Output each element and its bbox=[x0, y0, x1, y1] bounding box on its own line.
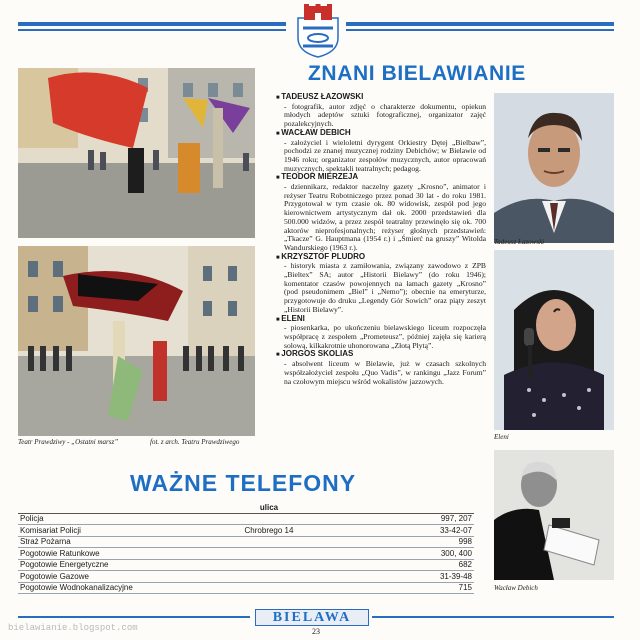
portrait-caption-lazowski: Tadeusz Łazowski bbox=[494, 238, 545, 246]
service-number: 300, 400 bbox=[346, 548, 474, 560]
footer-stripe-left bbox=[18, 616, 250, 618]
street-theatre-photo-bottom bbox=[18, 246, 255, 436]
service-name: Pogotowie Energetyczne bbox=[18, 559, 192, 571]
service-street bbox=[192, 536, 346, 548]
person-name: ■ WACŁAW DEBICH bbox=[276, 129, 486, 139]
table-row bbox=[18, 548, 474, 560]
photo-caption-left: Teatr Prawdziwy - „Ostatni marsz” bbox=[18, 438, 119, 446]
person-description: - fotografik, autor zdjęć o charakterze dokumentu, opiekun młodych adeptów sztuki fotograficznej, organizator zajęć pozalekcyjnych. bbox=[284, 101, 486, 129]
page-title: ZNANI BIELAWIANIE bbox=[308, 62, 526, 85]
coat-of-arms-icon bbox=[296, 4, 340, 58]
service-street: Chrobrego 14 bbox=[192, 525, 346, 537]
service-number: 998 bbox=[346, 536, 474, 548]
biographies-list bbox=[276, 93, 486, 386]
table-row bbox=[18, 525, 474, 537]
street-theatre-photo-top bbox=[18, 68, 255, 238]
service-name: Pogotowie Gazowe bbox=[18, 571, 192, 583]
phones-table bbox=[18, 502, 474, 594]
service-number: 997, 207 bbox=[346, 513, 474, 525]
service-name: Pogotowie Wodnokanalizacyjne bbox=[18, 582, 192, 594]
photo-caption-right: fot. z arch. Teatru Prawdziwego bbox=[150, 438, 240, 446]
portrait-caption-eleni: Eleni bbox=[494, 433, 509, 441]
table-row bbox=[18, 559, 474, 571]
table-row bbox=[18, 571, 474, 583]
header-stripe-right-thin bbox=[346, 29, 614, 31]
person-name: ■ TADEUSZ ŁAZOWSKI bbox=[276, 93, 486, 103]
person-description: - historyk miasta z zamiłowania, związany zawodowo z ZPB „Bieltex” SA; autor „Historii Bielawy” (do roku 1946); komentator czasów powojennych na łamach gazety „Krosno” (pod pseudonimem „Biel” i „Nemo”); obecnie na emeryturze, przygotowuje do druku „Legendy Gór Sowich” oraz piąty zeszyt „Historii Bielawy”. bbox=[284, 261, 486, 314]
service-street bbox=[192, 559, 346, 571]
phones-title: WAŻNE TELEFONY bbox=[130, 470, 357, 496]
person-description: - dziennikarz, redaktor naczelny gazety „Krosno”, animator i reżyser Teatru Robotniczego przez ponad 30 lat - do roku 1981. Przygotował w tym czasie ok. 80 widowisk, zespół pod jego kierownictwem artystycznym dał ok. 2000 przedstawień dla 500.000 widzów, a przez zespół teatralny przewinęło się ok. 700 aktorów nieprofesjonalnych; reżyser głośnych przedstawień: „Tkacze” G. Hauptmana (1954 r.) i „Śmierć na gruszy” Witolda Wandurskiego (1963 r.). bbox=[284, 182, 486, 252]
blog-watermark: bielawianie.blogspot.com bbox=[8, 623, 138, 633]
header-stripe-left-thin bbox=[18, 29, 286, 31]
service-number: 682 bbox=[346, 559, 474, 571]
service-street bbox=[192, 571, 346, 583]
footer-town-label: BIELAWA bbox=[255, 609, 369, 626]
service-street bbox=[192, 548, 346, 560]
table-row bbox=[18, 536, 474, 548]
person-description: - założyciel i wieloletni dyrygent Orkiestry Dętej „Bielbaw”, pochodzi ze znanej muzycznej rodziny Debichów; w Bielawie od 1946 roku; organizator zespołów muzycznych, autor opracowań muzycznych, spektakli teatralnych; pedagog. bbox=[284, 137, 486, 173]
portrait-debich bbox=[494, 450, 614, 580]
column-header-name bbox=[18, 502, 192, 513]
service-number: 31-39-48 bbox=[346, 571, 474, 583]
portrait-eleni bbox=[494, 250, 614, 430]
table-header-row bbox=[18, 502, 474, 513]
person-description: - absolwent liceum w Bielawie, już w czasach szkolnych współzałożyciel zespołu „Quo Vadis”, w rankingu „Jazz Forum” na czołowym miejscu wśród wokalistów jazzowych. bbox=[284, 359, 486, 386]
page-number: 23 bbox=[312, 627, 320, 636]
service-name: Komisariat Policji bbox=[18, 525, 192, 537]
table-row bbox=[18, 513, 474, 525]
person-name: ■ TEODOR MIERZEJA bbox=[276, 173, 486, 183]
service-number: 33-42-07 bbox=[346, 525, 474, 537]
person-description: - piosenkarka, po ukończeniu bielawskiego liceum rozpoczęła współpracę z zespołem „Prometeusz”, później zajęła się karierą solową, kilkakrotnie uhonorowana „Złotą Płytą”. bbox=[284, 323, 486, 350]
service-name: Pogotowie Ratunkowe bbox=[18, 548, 192, 560]
header-stripe-right bbox=[346, 22, 614, 26]
service-street bbox=[192, 513, 346, 525]
column-header-street: ulica bbox=[192, 502, 346, 513]
table-row bbox=[18, 582, 474, 594]
person-name: ■ KRZYSZTOF PLUDRO bbox=[276, 253, 486, 263]
person-name: ■ ELENI bbox=[276, 315, 486, 325]
person-name: ■ JORGOS SKOLIAS bbox=[276, 350, 486, 360]
portrait-lazowski bbox=[494, 93, 614, 243]
footer-stripe-right bbox=[372, 616, 614, 618]
service-street bbox=[192, 582, 346, 594]
portrait-caption-debich: Wacław Debich bbox=[494, 584, 538, 592]
service-number: 715 bbox=[346, 582, 474, 594]
service-name: Straż Pożarna bbox=[18, 536, 192, 548]
service-name: Policja bbox=[18, 513, 192, 525]
column-header-number bbox=[346, 502, 474, 513]
header-stripe-left bbox=[18, 22, 286, 26]
